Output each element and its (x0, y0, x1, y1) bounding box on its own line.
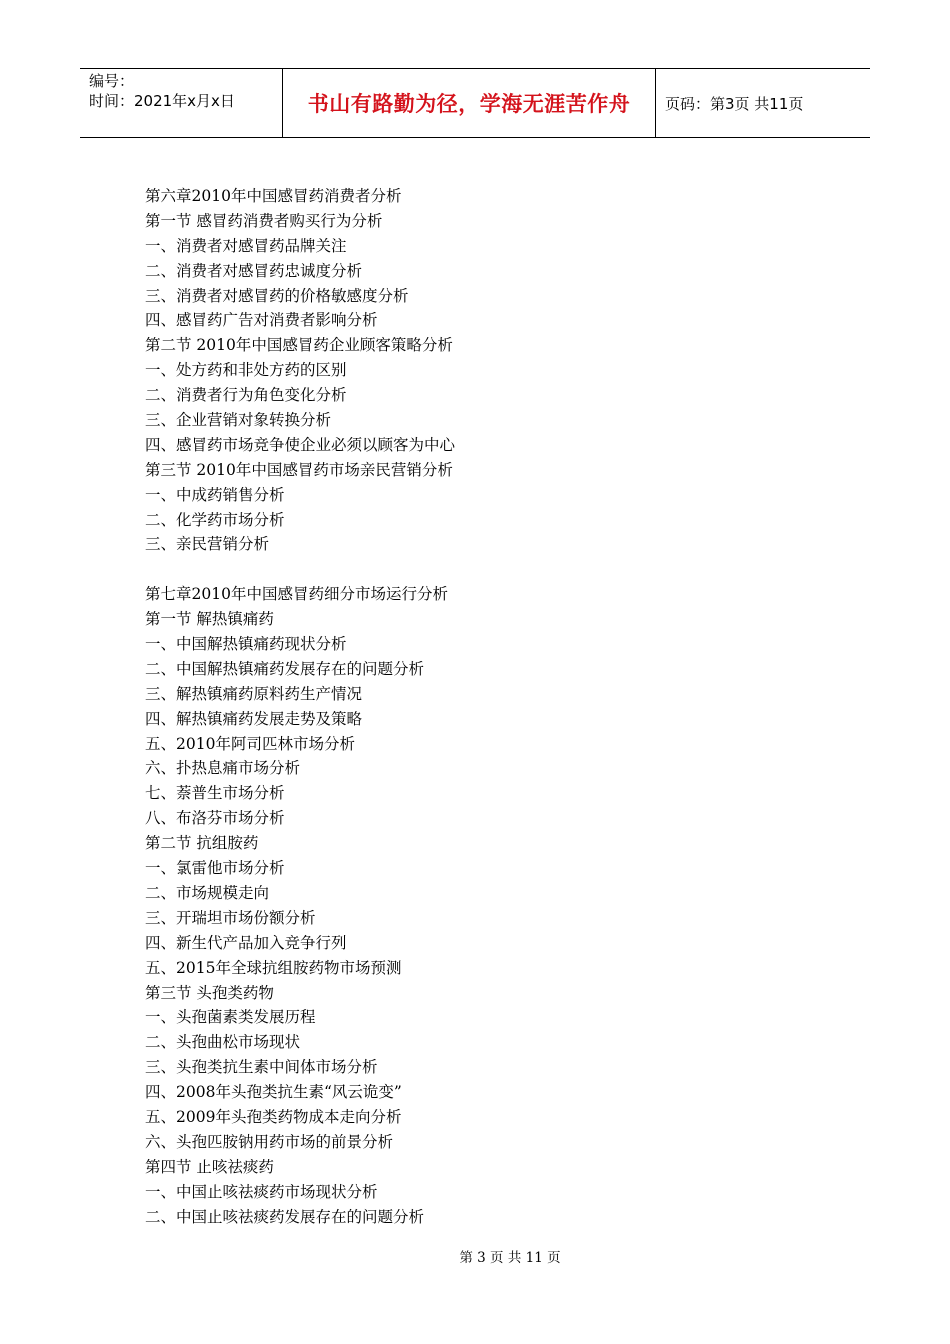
toc-line: 七、萘普生市场分析 (145, 784, 285, 803)
motto-text: 书山有路勤为径，学海无涯苦作舟 (307, 92, 631, 116)
toc-line: 四、新生代产品加入竞争行列 (145, 933, 347, 952)
toc-line: 二、头孢曲松市场现状 (145, 1033, 301, 1052)
toc-line: 二、消费者对感冒药忠诚度分析 (145, 261, 363, 280)
toc-line: 六、头孢匹胺钠用药市场的前景分析 (145, 1132, 394, 1151)
toc-line: 一、中成药销售分析 (145, 485, 285, 504)
toc-line: 第四节 止咳祛痰药 (145, 1157, 274, 1176)
toc-line: 第二节 抗组胺药 (145, 834, 259, 853)
header-meta-cell (80, 69, 283, 137)
toc-line: 第一节 解热镇痛药 (145, 610, 274, 629)
toc-line: 二、中国止咳祛痰药发展存在的问题分析 (145, 1207, 425, 1226)
toc-line: 三、企业营销对象转换分析 (145, 411, 332, 430)
toc-spacer (145, 557, 845, 582)
toc-line: 一、消费者对感冒药品牌关注 (145, 236, 347, 255)
number-label: 编号： (89, 72, 135, 90)
toc-line: 一、氯雷他市场分析 (145, 859, 285, 878)
toc-line: 第二节 2010年中国感冒药企业顾客策略分析 (145, 336, 453, 355)
toc-line: 一、中国解热镇痛药现状分析 (145, 635, 347, 654)
toc-line: 三、开瑞坦市场份额分析 (145, 908, 316, 927)
toc-line: 一、处方药和非处方药的区别 (145, 361, 347, 380)
toc-line: 三、消费者对感冒药的价格敏感度分析 (145, 286, 409, 305)
toc-line: 三、头孢类抗生素中间体市场分析 (145, 1058, 378, 1077)
page-footer: 第 3 页 共 11 页 (459, 1250, 561, 1266)
toc-line: 八、布洛芬市场分析 (145, 809, 285, 828)
toc-line: 一、中国止咳祛痰药市场现状分析 (145, 1182, 378, 1201)
toc-line: 五、2015年全球抗组胺药物市场预测 (145, 958, 402, 977)
header-motto-cell (283, 69, 656, 137)
toc-line: 第七章2010年中国感冒药细分市场运行分析 (145, 585, 448, 604)
toc-line: 第一节 感冒药消费者购买行为分析 (145, 211, 383, 230)
time-label: 时间：2021年x月x日 (89, 92, 235, 110)
toc-line: 第三节 头孢类药物 (145, 983, 274, 1002)
header-page-cell (656, 69, 870, 137)
toc-line: 二、消费者行为角色变化分析 (145, 386, 347, 405)
toc-line: 二、化学药市场分析 (145, 510, 285, 529)
toc-line: 四、感冒药市场竞争使企业必须以顾客为中心 (145, 435, 456, 454)
table-of-contents (145, 184, 845, 1229)
toc-line: 第六章2010年中国感冒药消费者分析 (145, 187, 402, 205)
toc-line: 二、中国解热镇痛药发展存在的问题分析 (145, 659, 425, 678)
toc-line: 第三节 2010年中国感冒药市场亲民营销分析 (145, 460, 453, 479)
toc-line: 四、解热镇痛药发展走势及策略 (145, 709, 363, 728)
toc-line: 四、2008年头孢类抗生素“风云诡变” (145, 1083, 402, 1102)
page-header (80, 68, 870, 138)
toc-line: 五、2009年头孢类药物成本走向分析 (145, 1107, 402, 1126)
toc-line: 二、市场规模走向 (145, 883, 270, 902)
toc-line: 四、感冒药广告对消费者影响分析 (145, 311, 378, 330)
toc-line: 一、头孢菌素类发展历程 (145, 1008, 316, 1027)
toc-line: 三、解热镇痛药原料药生产情况 (145, 684, 363, 703)
toc-line: 五、2010年阿司匹林市场分析 (145, 734, 355, 753)
page-info: 页码：第3页 共11页 (665, 94, 804, 113)
toc-line: 六、扑热息痛市场分析 (145, 759, 301, 778)
toc-line: 三、亲民营销分析 (145, 535, 270, 554)
